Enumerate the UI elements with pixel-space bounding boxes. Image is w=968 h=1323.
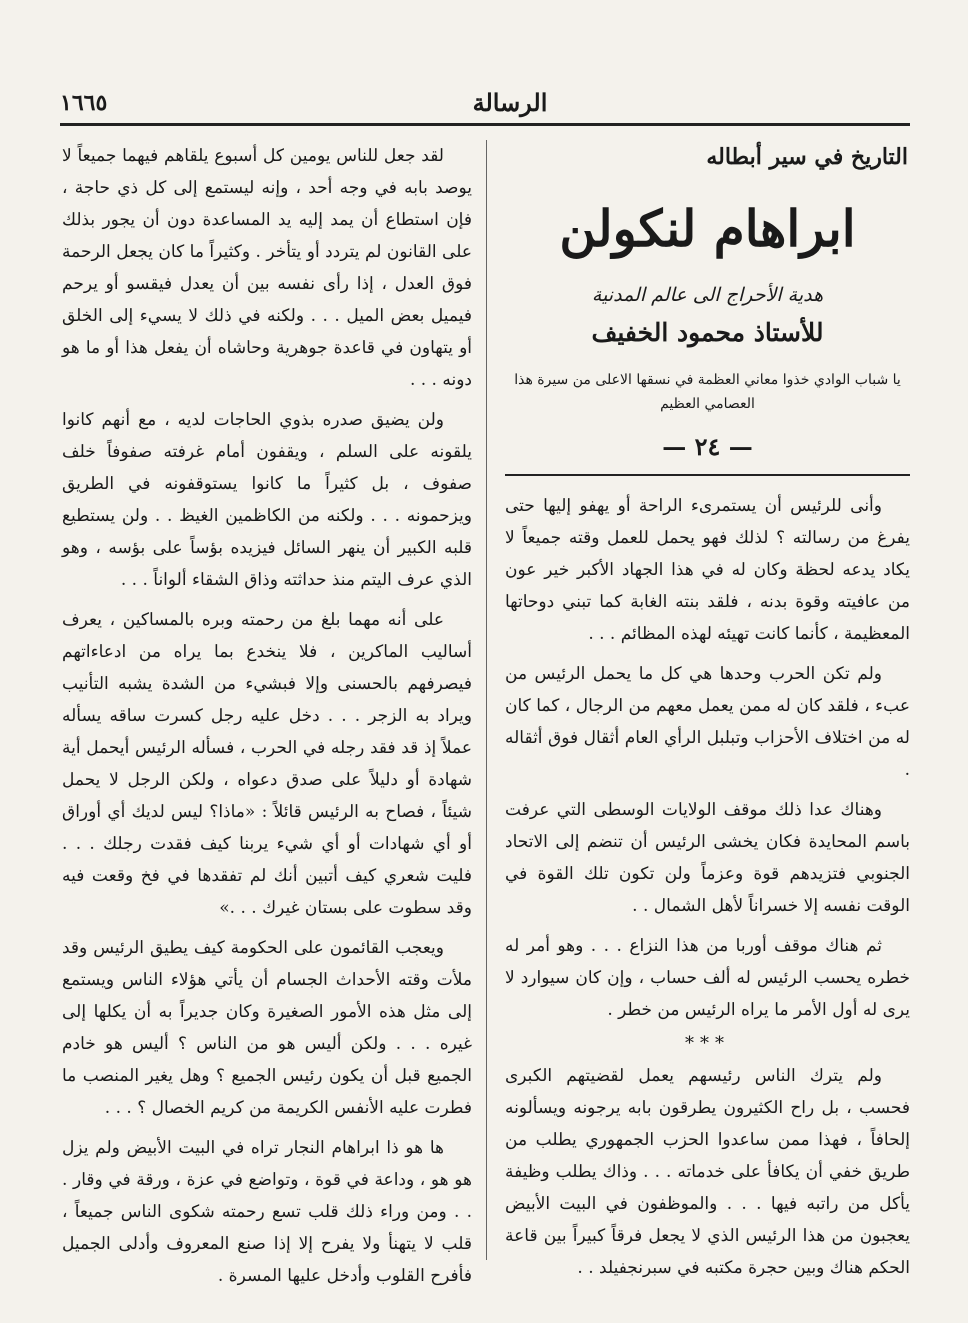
paragraph: ويعجب القائمون على الحكومة كيف يطيق الرئيس وقد ملأت وقته الأحداث الجسام أن يأتي هؤلاء الناس ويستمع إلى مثل هذه الأمور الصغيرة وكان جديراً به أن يكلها إلى غيره . . . ولكن أليس هو من الناس ؟ أليس هو خادم الجميع قبل أن يكون رئيس الجميع ؟ وهل يغير المنصب ما فطرت عليه الأنفس الكريمة من كريم الخصال ؟ . . .: [62, 938, 472, 1118]
right-column: [505, 140, 910, 1292]
article-author: للأستاذ محمود الخفيف: [591, 318, 824, 347]
paragraph: وأنى للرئيس أن يستمرىء الراحة أو يهفو إليها حتى يفرغ من رسالته ؟ لذلك فهو يحمل للعمل وقته جميعاً لا يكاد يدعه لحظة وكان له في هذا الجهاد الأكبر خير عون من عافيته وقوة بدنه ، فلقد بنته الغابة كما تبني دوحاتها المعظيمة ، كأنما كانت تهيئه لهذه المظائم . . .: [505, 496, 910, 644]
left-column: [62, 140, 472, 1300]
paragraph: وهناك عدا ذلك موقف الولايات الوسطى التي عرفت باسم المحايدة فكان يخشى الرئيس أن تنضم إلى الاتحاد الجنوبي فتزيدهم قوة وعزماً ولن تكون تلك القوة في الوقت نفسه إلا خسراناً لأهل الشمال . .: [505, 800, 910, 916]
page-number: ١٦٦٥: [60, 90, 108, 116]
journal-title: الرسالة: [472, 88, 548, 117]
paragraph: ولن يضيق صدره بذوي الحاجات لديه ، مع أنهم كانوا يلقونه على السلم ، ويقفون أمام غرفته صفوفاً خلف صفوف ، بل كثيراً ما كانوا يستوقفونه في الطريق ويزحمونه . . . ولكنه من الكاظمين الغيظ . . ولن يستطيع قلبه الكبير أن ينهر السائل فيزيده بؤساً على بؤسه ، وهو الذي عرف اليتم منذ حداثته وذاق الشقاء ألواناً . . .: [62, 410, 472, 590]
article-title: ابراهام لنكولن: [559, 199, 856, 258]
article-epigraph: يا شباب الوادي خذوا معاني العظمة في نسقها الاعلى من سيرة هذا العصامي العظيم: [514, 372, 901, 412]
paragraph: على أنه مهما بلغ من رحمته وبره بالمساكين ، يعرف أساليب الماكرين ، فلا ينخدع بما يراه من ادعاءاتهم فيصرفهم بالحسنى وإلا فبشيء من الشدة يشبه التأنيب ويراد به الزجر . . . دخل عليه رجل كسرت ساقه يسأله عملاً إذ قد فقد رجله في الحرب ، فسأله الرئيس أيحمل أية شهادة أو دليلاً على صدق دعواه ، ولكن الرجل لا يحمل شيئاً ، فصاح به الرئيس قائلاً : «ماذا؟ ليس لديك أي أوراق أو أي شهادات أو أي شيء يربنا كيف فقدت رجلك . . . فليت شعري كيف أتبين أنك لم تفقدها في فخ وقعت فيه وقد سطوت على بستان غيرك . . .»: [62, 610, 472, 918]
paragraph: ثم هناك موقف أوربا من هذا النزاع . . . وهو أمر له خطره يحسب الرئيس له ألف حساب ، وإن كان سيوارد لا يرى له أول الأمر ما يراه الرئيس من خطر .: [505, 936, 910, 1020]
paragraph: لقد جعل للناس يومين كل أسبوع يلقاهم فيهما جميعاً لا يوصد بابه في وجه أحد ، وإنه ليستمع إلى كل ذي حاجة ، فإن استطاع أن يمد إليه يد المساعدة دون أن يجور بذلك على القانون لم يتردد أو يتأخر . وكثيراً ما كان يجعل الرحمة فوق العدل ، إذا رأى نفسه بين أن يعدل فيقسو أو يرحم فيميل بعض الميل . . . ولكنه في ذلك لا يسيء إلى الخلق أو يتهاون في قاعدة جوهرية وحاشاه أن يفعل هذا أو ما هو دونه . . .: [62, 146, 472, 390]
part-number: — ٢٤ —: [662, 432, 753, 461]
section-separator: ***: [685, 1033, 730, 1054]
column-divider: [486, 140, 487, 1260]
page-header: [60, 90, 910, 120]
article-dedication: هدية الأحراج الى عالم المدنية: [591, 284, 824, 306]
header-rule: [60, 123, 910, 126]
paragraph: ولم يترك الناس رئيسهم يعمل لقضيتهم الكبرى فحسب ، بل راح الكثيرون يطرقون بابه يرجونه ويسألونه إلحافاً ، فهذا ممن ساعدوا الحزب الجمهوري يطلب من طريق خفي أن يكافأ على خدماته . . . وذاك يطلب وظيفة يأكل من راتبه فيها . . . والموظفون في البيت الأبيض يعجبون من هذا الرئيس الذي لا يجعل فرقاً كبيراً بين قاعة الحكم هناك وبين حجرة مكتبه في سبرنجفيلد . .: [505, 1066, 910, 1278]
lead-rule: [505, 474, 910, 476]
paragraph: ولم تكن الحرب وحدها هي كل ما يحمل الرئيس من عبء ، فلقد كان له ممن يعمل معهم من الرجال ، كما كان له من اختلاف الأحزاب وتبلبل الرأي العام أثقال فوق أثقاله .: [505, 664, 910, 780]
series-title: التاريخ في سير أبطاله: [706, 144, 908, 170]
paragraph: ها هو ذا ابراهام النجار تراه في البيت الأبيض ولم يزل هو هو ، وداعة في قوة ، وتواضع في عزة ، ورقة في وقار . . . ومن وراء ذلك قلب تسع رحمته شكوى الناس جميعاً ، قلب لا يتهنأ ولا يفرح إلا إذا صنع المعروف وأدلى الجميل فأفرح القلوب وأدخل عليها المسرة .: [62, 1138, 472, 1286]
